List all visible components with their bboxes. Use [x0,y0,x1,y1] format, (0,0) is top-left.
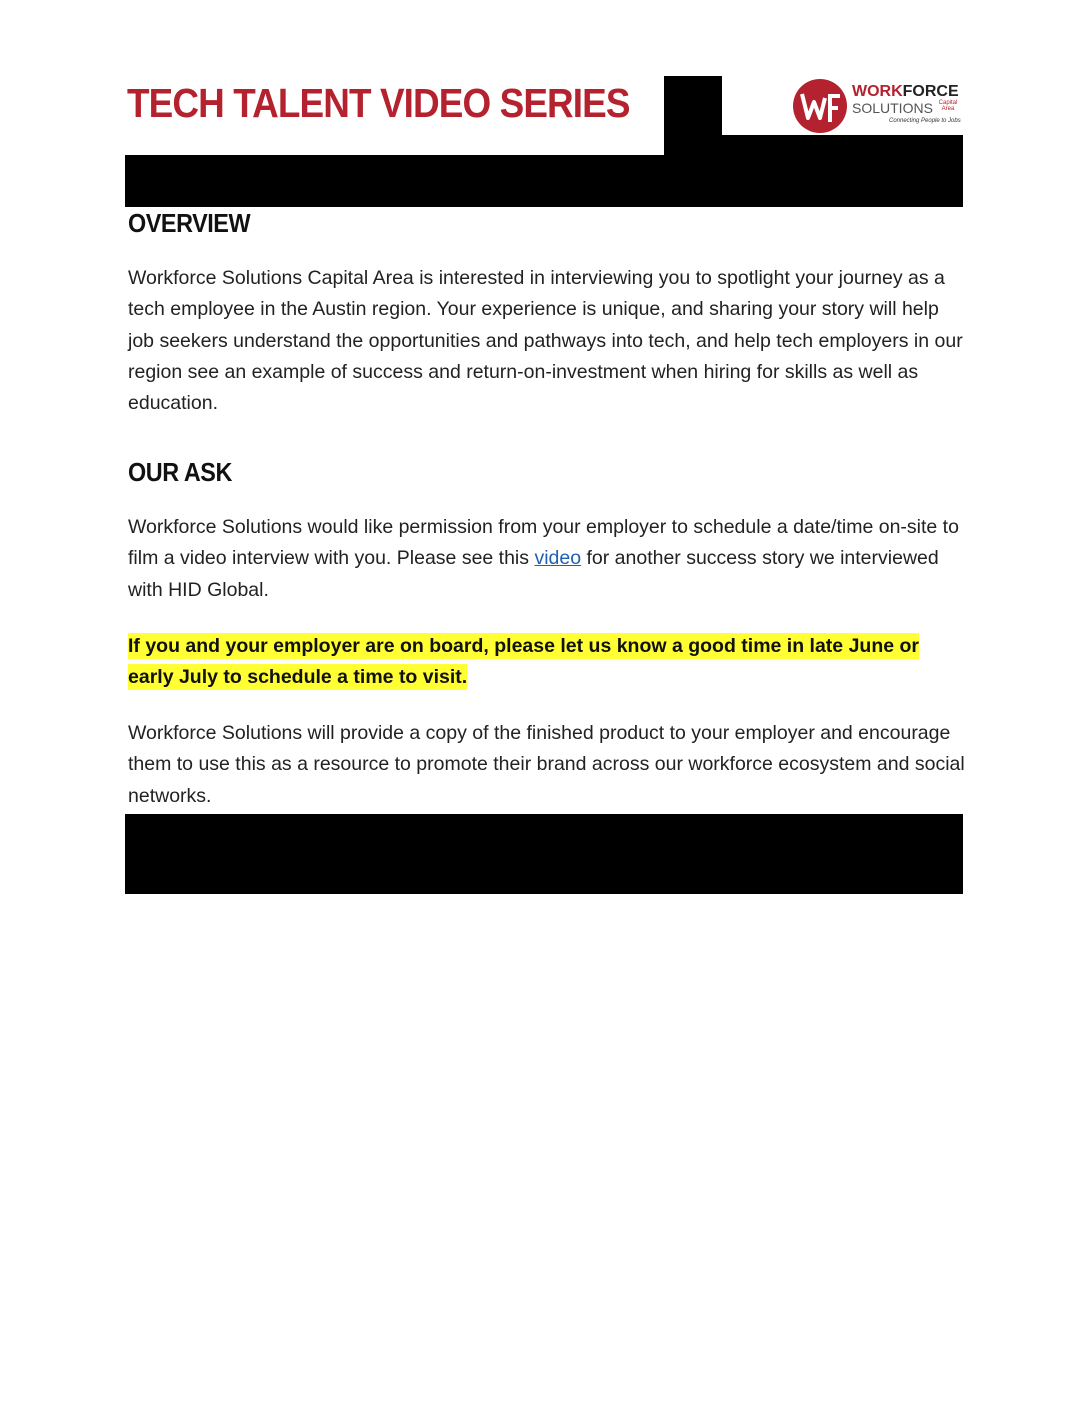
logo-word-force: FORCE [902,83,959,100]
logo-wordmark-top [852,83,959,101]
logo-word-work: WORK [852,83,903,100]
ask-paragraph [128,512,968,606]
document-title: TECH TALENT VIDEO SERIES [127,80,630,126]
overview-heading: OVERVIEW [128,208,251,238]
highlight-paragraph [128,631,968,694]
ask-text-after-link: for another success story we interviewed with HID Global. [128,547,939,601]
logo-tagline: Connecting People to Jobs [889,118,961,124]
closing-paragraph: Workforce Solutions will provide a copy of the finished product to your employer and encourage them to use this as a resource to promote their brand across our workforce ecosystem and social networks. [128,722,965,807]
redaction-block-top-small [664,76,722,156]
redaction-block-header-bar [125,155,963,207]
logo-mark-icon [792,78,848,134]
redaction-block-header-right [722,135,963,157]
our-ask-heading: OUR ASK [128,457,232,487]
highlighted-request-text: If you and your employer are on board, please let us know a good time in late June or early July to schedule a time to visit. [128,635,919,689]
redaction-block-bottom [125,814,963,894]
logo-region: Capital Area [938,100,958,112]
ask-text-before-link: Workforce Solutions would like permission from your employer to schedule a date/time on-site to film a video interview with you. Please see this [128,516,959,570]
logo-wordmark-bottom: SOLUTIONS [852,100,933,116]
workforce-solutions-logo [792,78,962,134]
overview-paragraph: Workforce Solutions Capital Area is interested in interviewing you to spotlight your journey as a tech employee in the Austin region. Your experience is unique, and sharing your story will help job seekers understand the opportunities and pathways into tech, and help tech employers in our region see an example of success and return-on-investment when hiring for skills as well as education. [128,267,963,415]
video-link[interactable]: video [534,547,582,570]
